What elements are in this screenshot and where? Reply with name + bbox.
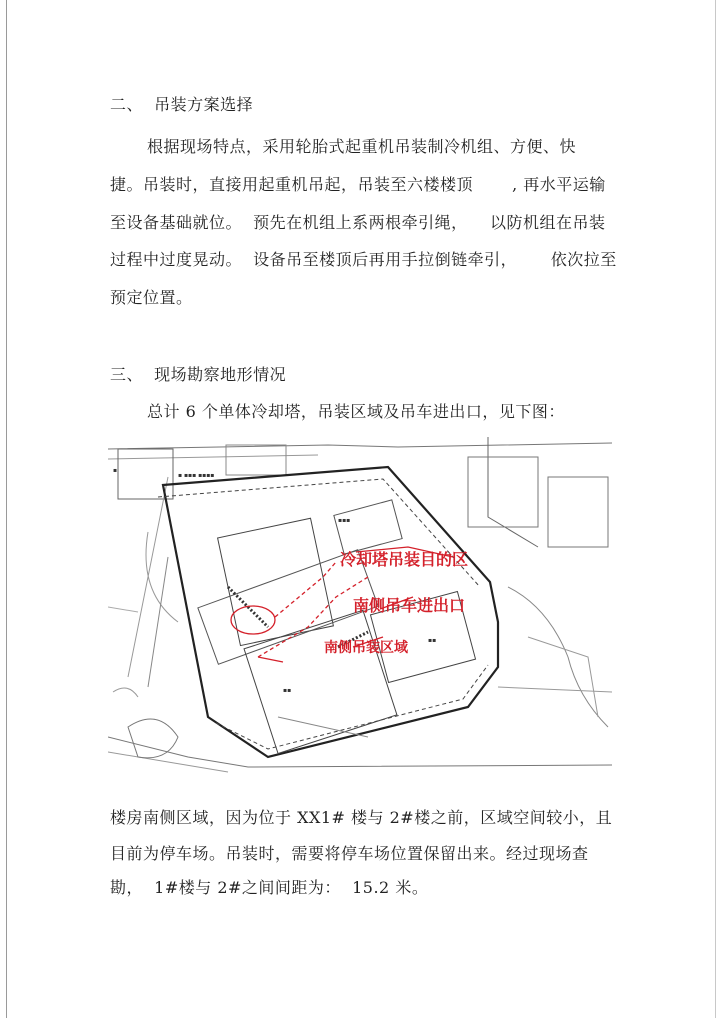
label-south-lifting-area: 南侧吊装区域 [324,640,408,656]
after-line-2: 目前为停车场。吊装时，需要将停车场位置保留出来。经过现场查 [110,844,589,863]
label-target-area: 冷却塔吊装目的区 [340,550,469,569]
section-2-line-3: 至设备基础就位。 预先在机组上系两根牵引绳， 以防机组在吊装 [110,213,606,232]
section-2-line-2: 捷。吊装时，直接用起重机吊起，吊装至六楼楼顶 , 再水平运输 [110,175,606,194]
page-edge-left [6,0,7,1018]
site-plan-map [108,437,612,777]
page-edge-right [715,0,716,1018]
svg-text:▪ ▪▪▪ ▪▪▪▪: ▪ ▪▪▪ ▪▪▪▪ [178,472,215,479]
section-2-line-4: 过程中过度晃动。 设备吊至楼顶后再用手拉倒链牵引， 依次拉至 [110,250,617,269]
svg-text:▪▪▪: ▪▪▪ [338,517,351,524]
label-south-entrance: 南侧吊车进出口 [353,596,466,615]
section-2-line-5: 预定位置。 [110,288,193,307]
section-3-heading: 三、 现场勘察地形情况 [110,365,287,384]
section-2-heading: 二、 吊装方案选择 [110,95,254,114]
section-2-line-1: 根据现场特点，采用轮胎式起重机吊装制冷机组、方便、快 [147,137,577,156]
svg-text:▪▪: ▪▪ [428,637,437,644]
svg-text:▪▪: ▪▪ [283,687,292,694]
svg-text:▪: ▪ [113,467,118,474]
after-line-1: 楼房南侧区域，因为位于 XX1# 楼与 2#楼之前，区域空间较小，且 [110,808,613,827]
section-3-intro: 总计 6 个单体冷却塔，吊装区域及吊车进出口，见下图： [147,402,565,421]
after-line-3: 勘， 1#楼与 2#之间间距为： 15.2 米。 [110,878,429,897]
